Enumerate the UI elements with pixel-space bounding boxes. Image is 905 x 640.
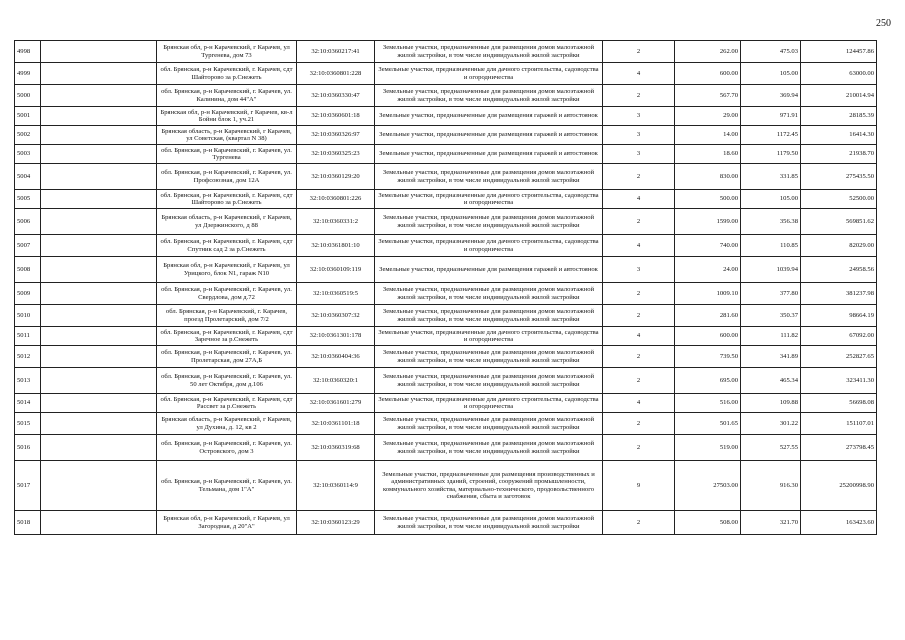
row-spacer: [41, 145, 157, 164]
row-address: обл. Брянская, р-н Карачевский, г. Карачев, ул. Профсоюзная, дом 12А: [157, 164, 297, 190]
row-cadastral-value: 124457.86: [801, 41, 877, 63]
row-rate: 111.82: [741, 327, 801, 346]
row-category: 2: [603, 413, 675, 435]
row-spacer: [41, 107, 157, 126]
row-area: 600.00: [675, 327, 741, 346]
row-rate: 377.80: [741, 283, 801, 305]
table-row: [15, 107, 877, 126]
row-cadastral-number: 32:10:0360601:18: [297, 107, 375, 126]
row-land-use: Земельные участки, предназначенные для размещения гаражей и автостоянок: [375, 257, 603, 283]
row-category: 3: [603, 107, 675, 126]
row-cadastral-number: 32:10:0361101:18: [297, 413, 375, 435]
row-area: 600.00: [675, 63, 741, 85]
row-cadastral-value: 210014.94: [801, 85, 877, 107]
row-number: 5018: [15, 511, 41, 535]
row-cadastral-value: 151107.01: [801, 413, 877, 435]
row-land-use: Земельные участки, предназначенные для дачного строительства, садоводства и огородничества: [375, 327, 603, 346]
table-row: [15, 209, 877, 235]
row-category: 4: [603, 394, 675, 413]
row-cadastral-number: 32:10:0360123:29: [297, 511, 375, 535]
table-row: [15, 327, 877, 346]
row-land-use: Земельные участки, предназначенные для размещения домов малоэтажной жилой застройки, в том числе индивидуальной жилой застройки: [375, 164, 603, 190]
row-number: 5005: [15, 190, 41, 209]
row-cadastral-number: 32:10:0360326:97: [297, 126, 375, 145]
row-number: 5014: [15, 394, 41, 413]
table-row: [15, 511, 877, 535]
row-rate: 350.37: [741, 305, 801, 327]
table-row: [15, 85, 877, 107]
row-spacer: [41, 235, 157, 257]
row-area: 24.00: [675, 257, 741, 283]
row-cadastral-value: 273798.45: [801, 435, 877, 461]
row-spacer: [41, 257, 157, 283]
row-area: 516.00: [675, 394, 741, 413]
table-row: [15, 257, 877, 283]
row-rate: 105.00: [741, 63, 801, 85]
table-row: [15, 394, 877, 413]
row-area: 740.00: [675, 235, 741, 257]
row-land-use: Земельные участки, предназначенные для дачного строительства, садоводства и огородничества: [375, 394, 603, 413]
row-land-use: Земельные участки, предназначенные для размещения гаражей и автостоянок: [375, 145, 603, 164]
row-category: 2: [603, 41, 675, 63]
row-address: обл. Брянская, р-н Карачевский, г. Карачев, ул. Островского, дом 3: [157, 435, 297, 461]
row-category: 4: [603, 235, 675, 257]
row-spacer: [41, 126, 157, 145]
row-address: обл. Брянская, р-н Карачевский, г. Карачев, ул. Свердлова, дом д.72: [157, 283, 297, 305]
row-category: 2: [603, 85, 675, 107]
row-area: 262.00: [675, 41, 741, 63]
table-body: [15, 41, 877, 535]
row-spacer: [41, 435, 157, 461]
row-cadastral-value: 323411.30: [801, 368, 877, 394]
row-number: 5017: [15, 461, 41, 511]
row-cadastral-number: 32:10:0360307:32: [297, 305, 375, 327]
row-spacer: [41, 190, 157, 209]
row-address: обл. Брянская, р-н Карачевский, г. Карачев, ул. 50 лет Октября, дом д.106: [157, 368, 297, 394]
row-cadastral-value: 63000.00: [801, 63, 877, 85]
row-category: 9: [603, 461, 675, 511]
row-category: 4: [603, 327, 675, 346]
row-address: Брянская обл, р-н Карачевский, г Карачев, ул Тургенева, дом 73: [157, 41, 297, 63]
row-number: 5003: [15, 145, 41, 164]
row-address: обл. Брянская, р-н Карачевский, г. Карачев, сдт Рассвет за р.Снежеть: [157, 394, 297, 413]
row-rate: 369.94: [741, 85, 801, 107]
table-row: [15, 413, 877, 435]
row-land-use: Земельные участки, предназначенные для размещения домов малоэтажной жилой застройки, в том числе индивидуальной жилой застройки: [375, 368, 603, 394]
row-cadastral-value: 252827.65: [801, 346, 877, 368]
row-number: 5009: [15, 283, 41, 305]
row-area: 739.50: [675, 346, 741, 368]
row-cadastral-value: 275435.50: [801, 164, 877, 190]
row-area: 519.00: [675, 435, 741, 461]
row-land-use: Земельные участки, предназначенные для дачного строительства, садоводства и огородничества: [375, 235, 603, 257]
row-spacer: [41, 164, 157, 190]
row-area: 695.00: [675, 368, 741, 394]
row-land-use: Земельные участки, предназначенные для дачного строительства, садоводства и огородничества: [375, 63, 603, 85]
row-area: 1009.10: [675, 283, 741, 305]
table-row: [15, 283, 877, 305]
row-number: 5011: [15, 327, 41, 346]
row-address: обл. Брянская, р-н Карачевский, г. Карачев, ул. Пролетарская, дом 27А,Б: [157, 346, 297, 368]
table-row: [15, 368, 877, 394]
row-area: 14.00: [675, 126, 741, 145]
row-category: 2: [603, 368, 675, 394]
row-address: обл. Брянская, р-н Карачевский, г. Карачев, сдт Шайторово за р.Снежеть: [157, 63, 297, 85]
row-category: 3: [603, 257, 675, 283]
table-row: [15, 190, 877, 209]
row-rate: 105.00: [741, 190, 801, 209]
row-spacer: [41, 346, 157, 368]
row-category: 3: [603, 126, 675, 145]
row-category: 4: [603, 190, 675, 209]
row-land-use: Земельные участки, предназначенные для дачного строительства, садоводства и огородничества: [375, 190, 603, 209]
row-land-use: Земельные участки, предназначенные для размещения домов малоэтажной жилой застройки, в том числе индивидуальной жилой застройки: [375, 209, 603, 235]
row-land-use: Земельные участки, предназначенные для размещения домов малоэтажной жилой застройки, в том числе индивидуальной жилой застройки: [375, 435, 603, 461]
row-cadastral-number: 32:10:0361601:279: [297, 394, 375, 413]
row-rate: 301.22: [741, 413, 801, 435]
row-address: обл. Брянская, р-н Карачевский, г. Карачев, сдт Спутник сад 2 за р.Снежеть: [157, 235, 297, 257]
row-address: Брянская область, р-н Карачевский, г Карачев, ул Дзержинского, д 88: [157, 209, 297, 235]
row-cadastral-number: 32:10:0360217:41: [297, 41, 375, 63]
row-rate: 475.03: [741, 41, 801, 63]
row-land-use: Земельные участки, предназначенные для размещения домов малоэтажной жилой застройки, в том числе индивидуальной жилой застройки: [375, 413, 603, 435]
row-cadastral-number: 32:10:0361301:178: [297, 327, 375, 346]
page-number: 250: [876, 18, 891, 29]
row-area: 500.00: [675, 190, 741, 209]
row-number: 5000: [15, 85, 41, 107]
row-cadastral-value: 16414.30: [801, 126, 877, 145]
row-cadastral-value: 381237.98: [801, 283, 877, 305]
row-number: 5012: [15, 346, 41, 368]
row-spacer: [41, 63, 157, 85]
row-cadastral-number: 32:10:0360801:226: [297, 190, 375, 209]
row-address: обл. Брянская, р-н Карачевский, г. Карачев, проезд Пролетарский, дом 7/2: [157, 305, 297, 327]
row-area: 27503.00: [675, 461, 741, 511]
row-land-use: Земельные участки, предназначенные для размещения домов малоэтажной жилой застройки, в том числе индивидуальной жилой застройки: [375, 41, 603, 63]
row-spacer: [41, 394, 157, 413]
table-row: [15, 435, 877, 461]
row-spacer: [41, 41, 157, 63]
row-address: Брянская обл, р-н Карачевский, г Карачев, ул Урицкого, блок N1, гараж N10: [157, 257, 297, 283]
row-cadastral-number: 32:10:0360319:68: [297, 435, 375, 461]
row-number: 5010: [15, 305, 41, 327]
row-cadastral-value: 98664.19: [801, 305, 877, 327]
cadastral-registry-table: [14, 40, 877, 535]
row-area: 567.70: [675, 85, 741, 107]
row-category: 2: [603, 305, 675, 327]
row-category: 2: [603, 346, 675, 368]
row-address: обл. Брянская, р-н Карачевский, г. Карачев, сдт Заречное за р.Снежеть: [157, 327, 297, 346]
row-rate: 341.89: [741, 346, 801, 368]
row-cadastral-value: 21938.70: [801, 145, 877, 164]
row-cadastral-value: 24958.56: [801, 257, 877, 283]
row-rate: 331.85: [741, 164, 801, 190]
row-rate: 916.30: [741, 461, 801, 511]
row-address: обл. Брянская, р-н Карачевский, г. Карачев, ул. Тельмана, дом 1"А": [157, 461, 297, 511]
row-spacer: [41, 327, 157, 346]
row-number: 4998: [15, 41, 41, 63]
row-cadastral-number: 32:10:0360114:9: [297, 461, 375, 511]
row-number: 5006: [15, 209, 41, 235]
row-spacer: [41, 85, 157, 107]
row-rate: 110.85: [741, 235, 801, 257]
row-cadastral-value: 28185.39: [801, 107, 877, 126]
row-cadastral-number: 32:10:0360801:228: [297, 63, 375, 85]
row-number: 5001: [15, 107, 41, 126]
row-land-use: Земельные участки, предназначенные для размещения домов малоэтажной жилой застройки, в том числе индивидуальной жилой застройки: [375, 346, 603, 368]
row-cadastral-value: 52500.00: [801, 190, 877, 209]
row-category: 3: [603, 145, 675, 164]
row-address: Брянская область, р-н Карачевский, г Карачев, ул Советская, (квартал N 38): [157, 126, 297, 145]
row-cadastral-number: 32:10:0360109:119: [297, 257, 375, 283]
row-address: обл. Брянская, р-н Карачевский, г. Карачев, ул. Тургенева: [157, 145, 297, 164]
row-number: 5016: [15, 435, 41, 461]
row-spacer: [41, 209, 157, 235]
row-address: Брянская обл, р-н Карачевский, г Карачев, кв-л Бойни блок 1, уч.21: [157, 107, 297, 126]
row-number: 5015: [15, 413, 41, 435]
row-area: 29.00: [675, 107, 741, 126]
row-category: 2: [603, 164, 675, 190]
row-cadastral-value: 25200998.90: [801, 461, 877, 511]
row-spacer: [41, 283, 157, 305]
row-cadastral-number: 32:10:0360320:1: [297, 368, 375, 394]
table-row: [15, 126, 877, 145]
row-category: 2: [603, 209, 675, 235]
row-cadastral-number: 32:10:0361801:10: [297, 235, 375, 257]
row-address: обл. Брянская, р-н Карачевский, г. Карачев, сдт Шайторово за р.Снежеть: [157, 190, 297, 209]
row-category: 2: [603, 435, 675, 461]
row-land-use: Земельные участки, предназначенные для размещения производственных и административных зданий, строений, сооружений промышленности, коммунального хозяйства, материально-технического, продовольственного снабжения, сбыта и заготовок: [375, 461, 603, 511]
row-land-use: Земельные участки, предназначенные для размещения домов малоэтажной жилой застройки, в том числе индивидуальной жилой застройки: [375, 85, 603, 107]
table-row: [15, 305, 877, 327]
row-cadastral-number: 32:10:0360331:2: [297, 209, 375, 235]
row-address: Брянская область, р-н Карачевский, г Карачев, ул Духина, д. 12, кв 2: [157, 413, 297, 435]
row-rate: 527.55: [741, 435, 801, 461]
row-area: 501.65: [675, 413, 741, 435]
row-rate: 1172.45: [741, 126, 801, 145]
row-cadastral-value: 56698.08: [801, 394, 877, 413]
row-number: 5008: [15, 257, 41, 283]
row-cadastral-number: 32:10:0360129:20: [297, 164, 375, 190]
row-cadastral-number: 32:10:0360330:47: [297, 85, 375, 107]
row-land-use: Земельные участки, предназначенные для размещения домов малоэтажной жилой застройки, в том числе индивидуальной жилой застройки: [375, 511, 603, 535]
row-rate: 321.70: [741, 511, 801, 535]
table-row: [15, 63, 877, 85]
row-number: 5004: [15, 164, 41, 190]
row-land-use: Земельные участки, предназначенные для размещения домов малоэтажной жилой застройки, в том числе индивидуальной жилой застройки: [375, 283, 603, 305]
row-area: 1599.00: [675, 209, 741, 235]
row-category: 4: [603, 63, 675, 85]
row-category: 2: [603, 511, 675, 535]
row-land-use: Земельные участки, предназначенные для размещения домов малоэтажной жилой застройки, в том числе индивидуальной жилой застройки: [375, 305, 603, 327]
row-area: 508.00: [675, 511, 741, 535]
row-rate: 109.88: [741, 394, 801, 413]
row-number: 5013: [15, 368, 41, 394]
row-cadastral-number: 32:10:0360404:36: [297, 346, 375, 368]
table-row: [15, 41, 877, 63]
row-land-use: Земельные участки, предназначенные для размещения гаражей и автостоянок: [375, 107, 603, 126]
row-area: 281.60: [675, 305, 741, 327]
row-spacer: [41, 461, 157, 511]
row-spacer: [41, 413, 157, 435]
row-cadastral-value: 67092.00: [801, 327, 877, 346]
table-row: [15, 164, 877, 190]
row-cadastral-value: 163423.60: [801, 511, 877, 535]
table-row: [15, 346, 877, 368]
row-area: 18.60: [675, 145, 741, 164]
table-row: [15, 461, 877, 511]
row-number: 5007: [15, 235, 41, 257]
table-row: [15, 235, 877, 257]
row-cadastral-value: 569851.62: [801, 209, 877, 235]
row-rate: 356.38: [741, 209, 801, 235]
row-address: обл. Брянская, р-н Карачевский, г. Карачев, ул. Калинина, дом 44"А": [157, 85, 297, 107]
row-cadastral-number: 32:10:0360325:23: [297, 145, 375, 164]
row-number: 5002: [15, 126, 41, 145]
row-number: 4999: [15, 63, 41, 85]
row-spacer: [41, 511, 157, 535]
row-spacer: [41, 368, 157, 394]
row-spacer: [41, 305, 157, 327]
row-cadastral-number: 32:10:0360519:5: [297, 283, 375, 305]
row-land-use: Земельные участки, предназначенные для размещения гаражей и автостоянок: [375, 126, 603, 145]
row-rate: 1179.50: [741, 145, 801, 164]
row-rate: 1039.94: [741, 257, 801, 283]
row-rate: 465.34: [741, 368, 801, 394]
row-rate: 971.91: [741, 107, 801, 126]
row-address: Брянская обл, р-н Карачевский, г Карачев, ул Загородная, д 20"А": [157, 511, 297, 535]
row-cadastral-value: 82029.00: [801, 235, 877, 257]
table-row: [15, 145, 877, 164]
row-category: 2: [603, 283, 675, 305]
row-area: 830.00: [675, 164, 741, 190]
